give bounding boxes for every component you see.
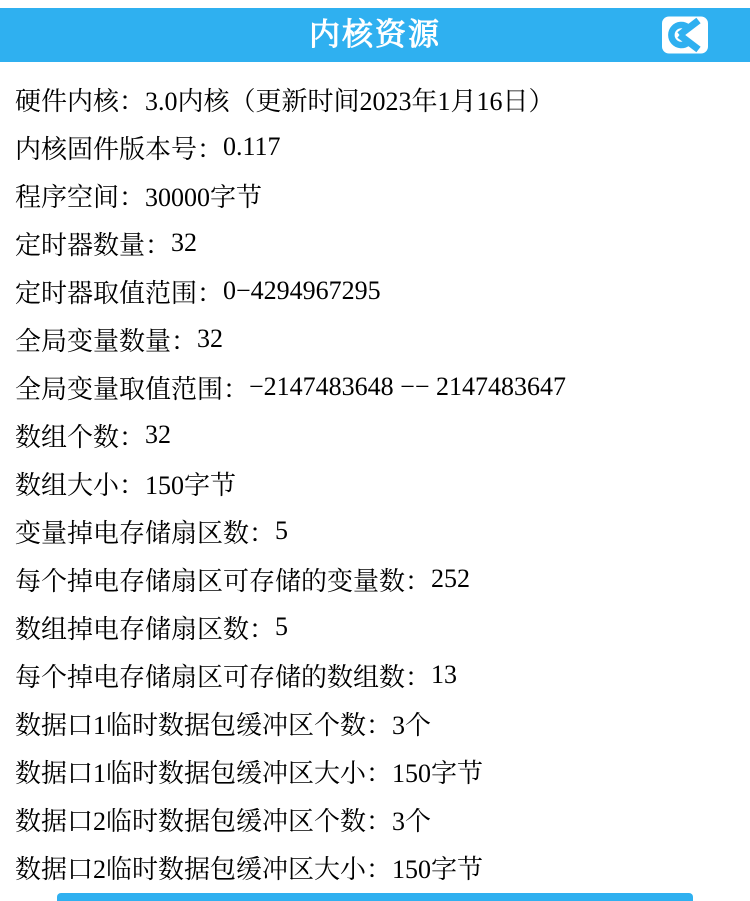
resource-line-port2-buffer-size — [15, 843, 740, 891]
line-value: 32 — [145, 420, 172, 449]
resource-line-hardware-kernel — [15, 75, 740, 123]
resource-line-program-space — [15, 171, 740, 219]
line-value: −2147483648 −− 2147483647 — [249, 372, 567, 401]
line-label: 数据口2临时数据包缓冲区大小： — [15, 854, 393, 884]
resource-line-port1-buffer-count — [15, 699, 740, 747]
line-label: 每个掉电存储扇区可存储的变量数： — [15, 566, 432, 596]
resource-line-vars-per-sector — [15, 555, 740, 603]
line-label: 全局变量数量： — [15, 326, 198, 356]
line-value: 3个 — [392, 806, 432, 836]
resource-line-timer-range — [15, 267, 740, 315]
line-label: 数组掉电存储扇区数： — [15, 614, 276, 644]
line-label: 数据口2临时数据包缓冲区个数： — [15, 806, 393, 836]
line-value: 0.117 — [223, 132, 281, 161]
line-value: 32 — [197, 324, 224, 353]
line-label: 数组个数： — [15, 422, 146, 452]
line-value: 3.0内核（更新时间2023年1月16日） — [145, 86, 555, 116]
resource-line-var-storage-sectors — [15, 507, 740, 555]
kernel-resource-list — [15, 62, 740, 891]
line-value: 0−4294967295 — [223, 276, 381, 305]
header-bar — [0, 8, 750, 62]
line-label: 数据口1临时数据包缓冲区大小： — [15, 758, 393, 788]
line-label: 内核固件版本号： — [15, 134, 224, 164]
resource-line-port2-buffer-count — [15, 795, 740, 843]
line-value: 5 — [275, 516, 289, 545]
line-label: 程序空间： — [15, 182, 146, 212]
footer-indicator-bar — [57, 893, 693, 901]
line-label: 定时器数量： — [15, 230, 172, 260]
line-label: 硬件内核： — [15, 86, 146, 116]
resource-line-firmware-version — [15, 123, 740, 171]
page-title: 内核资源 — [309, 17, 441, 52]
resource-line-port1-buffer-size — [15, 747, 740, 795]
resource-line-global-var-count — [15, 315, 740, 363]
line-label: 全局变量取值范围： — [15, 374, 250, 404]
line-value: 32 — [171, 228, 198, 257]
line-value: 5 — [275, 612, 289, 641]
line-label: 定时器取值范围： — [15, 278, 224, 308]
resource-line-array-size — [15, 459, 740, 507]
resource-line-array-count — [15, 411, 740, 459]
k-kernel-logo-icon[interactable] — [662, 17, 708, 54]
line-label: 数组大小： — [15, 470, 146, 500]
line-value: 150字节 — [392, 758, 484, 788]
line-value: 13 — [431, 660, 458, 689]
resource-line-arrays-per-sector — [15, 651, 740, 699]
line-value: 30000字节 — [145, 182, 263, 212]
line-value: 150字节 — [392, 854, 484, 884]
line-value: 3个 — [392, 710, 432, 740]
resource-line-global-var-range — [15, 363, 740, 411]
resource-line-timer-count — [15, 219, 740, 267]
line-label: 数据口1临时数据包缓冲区个数： — [15, 710, 393, 740]
line-value: 252 — [431, 564, 471, 593]
line-value: 150字节 — [145, 470, 237, 500]
line-label: 每个掉电存储扇区可存储的数组数： — [15, 662, 432, 692]
line-label: 变量掉电存储扇区数： — [15, 518, 276, 548]
resource-line-array-storage-sectors — [15, 603, 740, 651]
